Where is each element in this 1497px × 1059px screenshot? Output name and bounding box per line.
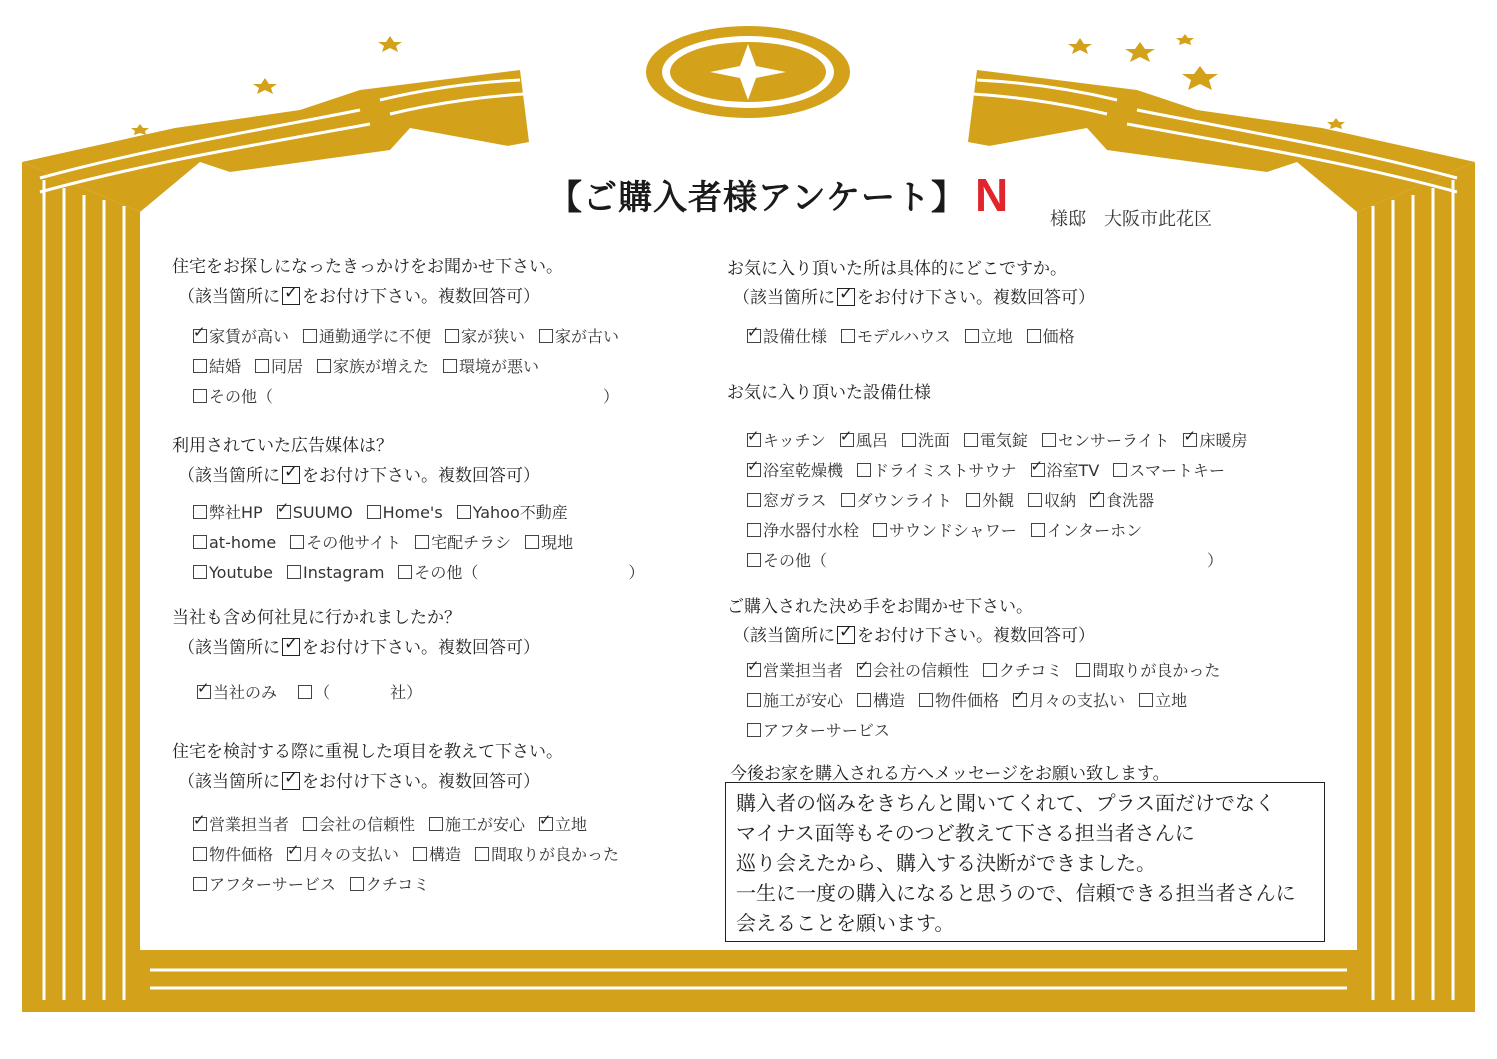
q1-row-1: [193, 324, 633, 347]
checkbox[interactable]: [525, 535, 539, 549]
checkbox-option[interactable]: [1183, 428, 1247, 451]
checkbox-option[interactable]: [193, 533, 276, 552]
checkbox-option[interactable]: [317, 354, 429, 377]
q6-other: その他（ ）: [747, 548, 1223, 571]
checkbox[interactable]: [445, 329, 459, 343]
checkbox-option[interactable]: [857, 458, 1017, 481]
checkbox-option[interactable]: [303, 324, 431, 347]
checkbox[interactable]: [1113, 463, 1127, 477]
checkbox[interactable]: [747, 493, 761, 507]
option-label: 現地: [541, 533, 574, 552]
q1-question: 住宅をお探しになったきっかけをお聞かせ下さい。: [172, 257, 563, 277]
checkbox[interactable]: [193, 565, 207, 579]
option-label: 間取りが良かった: [1092, 661, 1221, 680]
checkbox[interactable]: [298, 685, 312, 699]
option-label: 浴室乾燥機: [763, 461, 844, 480]
checkbox-option[interactable]: [1090, 488, 1154, 511]
checkbox-option[interactable]: [350, 872, 429, 895]
check-icon: [282, 287, 300, 305]
checkbox[interactable]: [539, 329, 553, 343]
checkbox-option[interactable]: [413, 842, 461, 865]
checkbox-option[interactable]: [539, 324, 619, 347]
customer-initial: N: [975, 169, 1009, 221]
checkbox-option[interactable]: [841, 324, 951, 347]
checkbox[interactable]: [287, 565, 301, 579]
q1-note: （該当箇所に✓ をお付け下さい。複数回答可）: [178, 282, 540, 307]
q6-row-4: [747, 518, 1156, 541]
option-label: 構造: [429, 845, 462, 864]
checkbox-checked[interactable]: [1183, 433, 1197, 447]
q7-row-3: [747, 718, 904, 741]
q7-question: ご購入された決め手をお聞かせ下さい。: [727, 597, 1033, 617]
option-label: 月々の支払い: [1029, 691, 1126, 710]
option-label: Home's: [382, 503, 443, 522]
q4-row-1: [193, 812, 601, 835]
option-label: 家賃が高い: [209, 327, 290, 346]
checkbox-checked[interactable]: [539, 817, 553, 831]
checkbox-option[interactable]: [193, 842, 273, 865]
q4-row-3: [193, 872, 443, 895]
option-label: 床暖房: [1199, 431, 1248, 450]
q5-question: お気に入り頂いた所は具体的にどこですか。: [727, 259, 1067, 279]
message-line-2: マイナス面等もそのつど教えて下さる担当者さんに: [736, 821, 1195, 845]
option-label: 洗面: [917, 431, 950, 450]
message-box[interactable]: [725, 782, 1325, 942]
checkbox[interactable]: [841, 493, 855, 507]
message-line-5: 会えることを願います。: [736, 911, 955, 935]
checkbox-option[interactable]: [1031, 518, 1142, 541]
option-label: 物件価格: [935, 691, 1000, 710]
checkbox[interactable]: [193, 505, 207, 519]
checkbox[interactable]: [193, 847, 207, 861]
checkbox[interactable]: [983, 663, 997, 677]
checkbox[interactable]: [966, 493, 980, 507]
q4-row-2: [193, 842, 633, 865]
checkbox[interactable]: [965, 329, 979, 343]
q6-row-1: [747, 428, 1261, 451]
q5-note: （該当箇所に✓ をお付け下さい。複数回答可）: [733, 283, 1095, 308]
q5-row-1: [747, 324, 1089, 347]
option-label: その他サイト: [306, 533, 402, 552]
checkbox[interactable]: [841, 329, 855, 343]
checkbox-checked[interactable]: [747, 329, 761, 343]
checkbox-option[interactable]: [443, 354, 539, 377]
option-label: スマートキー: [1129, 461, 1225, 480]
message-line-1: 購入者の悩みをきちんと聞いてくれて、プラス面だけでなく: [736, 791, 1275, 815]
option-label: 環境が悪い: [459, 357, 540, 376]
option-label: アフターサービス: [209, 875, 336, 894]
checkbox[interactable]: [857, 693, 871, 707]
checkbox-option[interactable]: [747, 324, 827, 347]
checkbox-option[interactable]: [193, 872, 336, 895]
checkbox-option[interactable]: [457, 500, 568, 523]
check-icon: [837, 288, 855, 306]
checkbox[interactable]: [919, 693, 933, 707]
option-label: 立地: [980, 327, 1013, 346]
option-label: 宅配チラシ: [431, 533, 512, 552]
checkbox-option[interactable]: [1013, 688, 1125, 711]
checkbox[interactable]: [457, 505, 471, 519]
check-icon: [282, 466, 300, 484]
checkbox-option[interactable]: [193, 324, 289, 347]
checkbox[interactable]: [747, 523, 761, 537]
checkbox[interactable]: [747, 693, 761, 707]
checkbox-option[interactable]: [193, 354, 241, 377]
q8-question: 今後お家を購入される方へメッセージをお願い致します。: [730, 764, 1170, 784]
option-label: 設備仕様: [763, 327, 828, 346]
option-label: センサーライト: [1057, 431, 1170, 450]
check-icon: [837, 626, 855, 644]
checkbox-option[interactable]: [255, 354, 303, 377]
checkbox[interactable]: [415, 535, 429, 549]
checkbox-checked[interactable]: [1013, 693, 1027, 707]
option-label: キッチン: [763, 431, 826, 450]
checkbox-option[interactable]: [415, 530, 511, 553]
q7-row-2: [747, 688, 1201, 711]
checkbox[interactable]: [1076, 663, 1090, 677]
checkbox[interactable]: [255, 359, 269, 373]
q2-row-3: Youtube Instagram その他（ ）: [193, 560, 644, 583]
checkbox[interactable]: [857, 463, 871, 477]
q2-question: 利用されていた広告媒体は？: [172, 436, 393, 456]
checkbox-option[interactable]: [857, 688, 905, 711]
option-label: 立地: [555, 815, 588, 834]
q6-row-2: [747, 458, 1239, 481]
checkbox-checked[interactable]: [747, 663, 761, 677]
checkbox-option[interactable]: [983, 658, 1062, 681]
checkbox[interactable]: [1031, 523, 1045, 537]
checkbox-option[interactable]: [965, 324, 1013, 347]
checkbox[interactable]: [193, 389, 207, 403]
checkbox-option[interactable]: [367, 503, 443, 522]
checkbox[interactable]: [1139, 693, 1153, 707]
checkbox-option[interactable]: [1042, 428, 1170, 451]
option-label: モデルハウス: [857, 327, 951, 346]
checkbox-option[interactable]: [966, 488, 1014, 511]
option-label: ドライミストサウナ: [873, 461, 1017, 480]
option-label: 弊社HP: [209, 503, 263, 522]
option-label: 営業担当者: [209, 815, 290, 834]
option-label: 食洗器: [1106, 491, 1155, 510]
q2-row-1: [193, 500, 582, 523]
checkbox[interactable]: [350, 877, 364, 891]
checkbox-checked[interactable]: [193, 329, 207, 343]
option-label: 窓ガラス: [763, 491, 827, 510]
checkbox-checked[interactable]: [747, 433, 761, 447]
checkbox-option[interactable]: [287, 563, 384, 582]
checkbox-option[interactable]: [193, 563, 273, 582]
checkbox-checked[interactable]: [1090, 493, 1104, 507]
checkbox[interactable]: [193, 877, 207, 891]
checkbox-option[interactable]: [964, 428, 1028, 451]
checkbox-option[interactable]: [919, 688, 999, 711]
q1-row-2: [193, 354, 553, 377]
option-label: SUUMO: [292, 503, 353, 522]
checkbox-option[interactable]: [747, 688, 843, 711]
option-label: クチコミ: [999, 661, 1063, 680]
checkbox-option[interactable]: [1031, 458, 1100, 481]
checkbox-checked[interactable]: [197, 685, 211, 699]
option-label: 通勤通学に不便: [319, 327, 432, 346]
option-label: 同居: [271, 357, 304, 376]
option-label: インターホン: [1046, 521, 1143, 540]
checkbox[interactable]: [475, 847, 489, 861]
q4-question: 住宅を検討する際に重視した項目を教えて下さい。: [172, 742, 563, 762]
q7-row-1: [747, 658, 1234, 681]
checkbox[interactable]: [747, 723, 761, 737]
option-label: 浴室TV: [1046, 461, 1100, 480]
checkbox[interactable]: [193, 359, 207, 373]
checkbox[interactable]: [367, 505, 381, 519]
checkbox-option[interactable]: [277, 503, 353, 522]
checkbox[interactable]: [317, 359, 331, 373]
checkbox[interactable]: [1028, 493, 1042, 507]
checkbox-option[interactable]: [873, 518, 1017, 541]
option-label: クチコミ: [365, 875, 430, 894]
option-label: 外観: [982, 491, 1015, 510]
q2-row-2: [193, 530, 587, 553]
checkbox-option[interactable]: [840, 428, 888, 451]
option-label: ダウンライト: [856, 491, 953, 510]
checkbox-option[interactable]: [429, 812, 525, 835]
option-label: Instagram: [303, 563, 385, 582]
checkbox-option[interactable]: [747, 428, 826, 451]
checkbox-option[interactable]: [539, 812, 587, 835]
checkbox[interactable]: [398, 565, 412, 579]
checkbox[interactable]: [873, 523, 887, 537]
q2-note: （該当箇所に✓ をお付け下さい。複数回答可）: [178, 461, 540, 486]
checkbox-checked[interactable]: [857, 663, 871, 677]
checkbox[interactable]: [902, 433, 916, 447]
checkbox-checked[interactable]: [287, 847, 301, 861]
option-label: 家が古い: [555, 327, 620, 346]
checkbox-option[interactable]: [1027, 324, 1075, 347]
checkbox[interactable]: [303, 329, 317, 343]
q6-question: お気に入り頂いた設備仕様: [727, 383, 931, 403]
option-label: 家が狭い: [461, 327, 526, 346]
q1-other: その他（ ）: [193, 384, 619, 407]
checkbox-option[interactable]: [1028, 488, 1076, 511]
checkbox-option[interactable]: [193, 812, 289, 835]
checkbox-option[interactable]: [1113, 458, 1225, 481]
survey-title: 【ご購入者様アンケート】: [548, 178, 966, 218]
option-label: 施工が安心: [445, 815, 526, 834]
option-label: Youtube: [209, 563, 273, 582]
checkbox[interactable]: [193, 535, 207, 549]
q3-answer: ✓当社のみ （ 社）: [197, 680, 422, 703]
option-label: 間取りが良かった: [491, 845, 620, 864]
checkbox-option[interactable]: [902, 428, 950, 451]
message-line-3: 巡り会えたから、購入する決断ができました。: [736, 851, 1156, 875]
checkbox-option[interactable]: [1076, 658, 1220, 681]
checkbox[interactable]: [964, 433, 978, 447]
checkbox[interactable]: [443, 359, 457, 373]
checkbox-option[interactable]: [747, 658, 843, 681]
option-label: 価格: [1042, 327, 1075, 346]
checkbox[interactable]: [429, 817, 443, 831]
checkbox-option[interactable]: [445, 324, 525, 347]
option-label: 収納: [1044, 491, 1077, 510]
checkbox[interactable]: [747, 553, 761, 567]
checkbox-option[interactable]: [287, 842, 399, 865]
checkbox-option[interactable]: [857, 658, 969, 681]
option-label: 物件価格: [209, 845, 274, 864]
checkbox-checked[interactable]: [747, 463, 761, 477]
option-label: 構造: [873, 691, 906, 710]
checkbox-option[interactable]: [841, 488, 953, 511]
option-label: 月々の支払い: [303, 845, 400, 864]
checkbox-option[interactable]: [747, 718, 890, 741]
option-label: 電気錠: [979, 431, 1028, 450]
checkbox-option[interactable]: [747, 458, 843, 481]
option-label: 風呂: [855, 431, 888, 450]
option-label: 施工が安心: [763, 691, 844, 710]
checkbox[interactable]: [290, 535, 304, 549]
option-label: 営業担当者: [763, 661, 844, 680]
checkbox-option[interactable]: [475, 842, 619, 865]
option-label: サウンドシャワー: [889, 521, 1017, 540]
option-label: 結婚: [209, 357, 242, 376]
checkbox-option[interactable]: [525, 530, 573, 553]
checkbox[interactable]: [303, 817, 317, 831]
option-label: 立地: [1155, 691, 1188, 710]
checkbox-checked[interactable]: [840, 433, 854, 447]
checkbox-option[interactable]: [747, 518, 859, 541]
checkbox-option[interactable]: [303, 812, 415, 835]
option-label: at-home: [209, 533, 277, 552]
customer-location: 様邸 大阪市此花区: [1050, 209, 1212, 230]
checkbox-option[interactable]: [290, 530, 401, 553]
q4-note: （該当箇所に✓ をお付け下さい。複数回答可）: [178, 767, 540, 792]
checkbox-checked[interactable]: [193, 817, 207, 831]
check-icon: [282, 638, 300, 656]
option-label: 浄水器付水栓: [763, 521, 860, 540]
q6-row-3: [747, 488, 1168, 511]
checkbox[interactable]: [1027, 329, 1041, 343]
q7-note: （該当箇所に✓ をお付け下さい。複数回答可）: [733, 621, 1095, 646]
check-icon: [282, 772, 300, 790]
option-label: 会社の信頼性: [319, 815, 416, 834]
checkbox-checked[interactable]: [277, 505, 291, 519]
checkbox-checked[interactable]: [1031, 463, 1045, 477]
q3-question: 当社も含め何社見に行かれましたか？: [172, 608, 461, 628]
checkbox-option[interactable]: [193, 500, 263, 523]
message-line-4: 一生に一度の購入になると思うので、信頼できる担当者さんに: [736, 881, 1296, 905]
option-label: 家族が増えた: [333, 357, 430, 376]
checkbox[interactable]: [1042, 433, 1056, 447]
checkbox-option[interactable]: [747, 488, 827, 511]
checkbox-option[interactable]: [1139, 688, 1187, 711]
q3-note: （該当箇所に✓ をお付け下さい。複数回答可）: [178, 633, 540, 658]
checkbox[interactable]: [413, 847, 427, 861]
option-label: 会社の信頼性: [873, 661, 970, 680]
option-label: アフターサービス: [763, 721, 890, 740]
option-label: Yahoo不動産: [472, 503, 568, 522]
